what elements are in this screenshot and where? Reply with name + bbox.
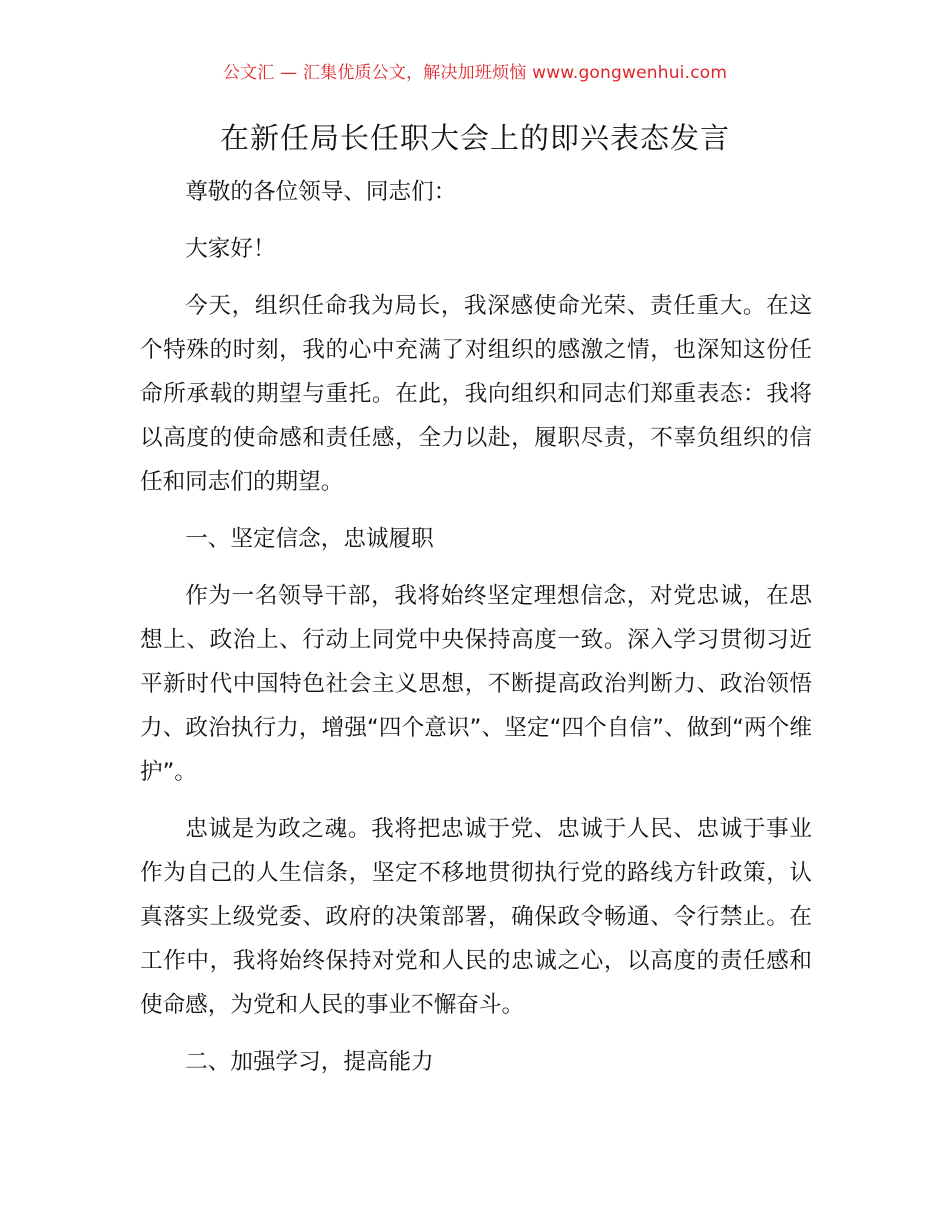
site-header-banner: 公文汇 — 汇集优质公文，解决加班烦恼 www.gongwenhui.com [222,63,728,83]
section-1-paragraph-2: 忠诚是为政之魂。我将把忠诚于党、忠诚于人民、忠诚于事业作为自己的人生信条，坚定不移地贯彻执行党的路线方针政策，认真落实上级党委、政府的决策部署，确保政令畅通、令行禁止。在工作中，我将始终保持对党和人民的忠诚之心，以高度的责任感和使命感，为党和人民的事业不懈奋斗。 [140,816,812,1018]
document-body [140,170,812,1097]
section-heading-1: 一、坚定信念，忠诚履职 [185,526,434,552]
greeting: 大家好！ [185,236,276,262]
salutation: 尊敬的各位领导、同志们： [185,179,457,205]
intro-paragraph: 今天，组织任命我为局长，我深感使命光荣、责任重大。在这个特殊的时刻，我的心中充满了对组织的感激之情，也深知这份任命所承载的期望与重托。在此，我向组织和同志们郑重表态：我将以高度的使命感和责任感，全力以赴，履职尽责，不辜负组织的信任和同志们的期望。 [140,293,812,495]
section-heading-2: 二、加强学习，提高能力 [185,1049,434,1075]
section-1-paragraph-1: 作为一名领导干部，我将始终坚定理想信念，对党忠诚，在思想上、政治上、行动上同党中央保持高度一致。深入学习贯彻习近平新时代中国特色社会主义思想，不断提高政治判断力、政治领悟力、政治执行力，增强“四个意识”、坚定“四个自信”、做到“两个维护”。 [140,583,812,785]
document-title: 在新任局长任职大会上的即兴表态发言 [219,121,730,155]
